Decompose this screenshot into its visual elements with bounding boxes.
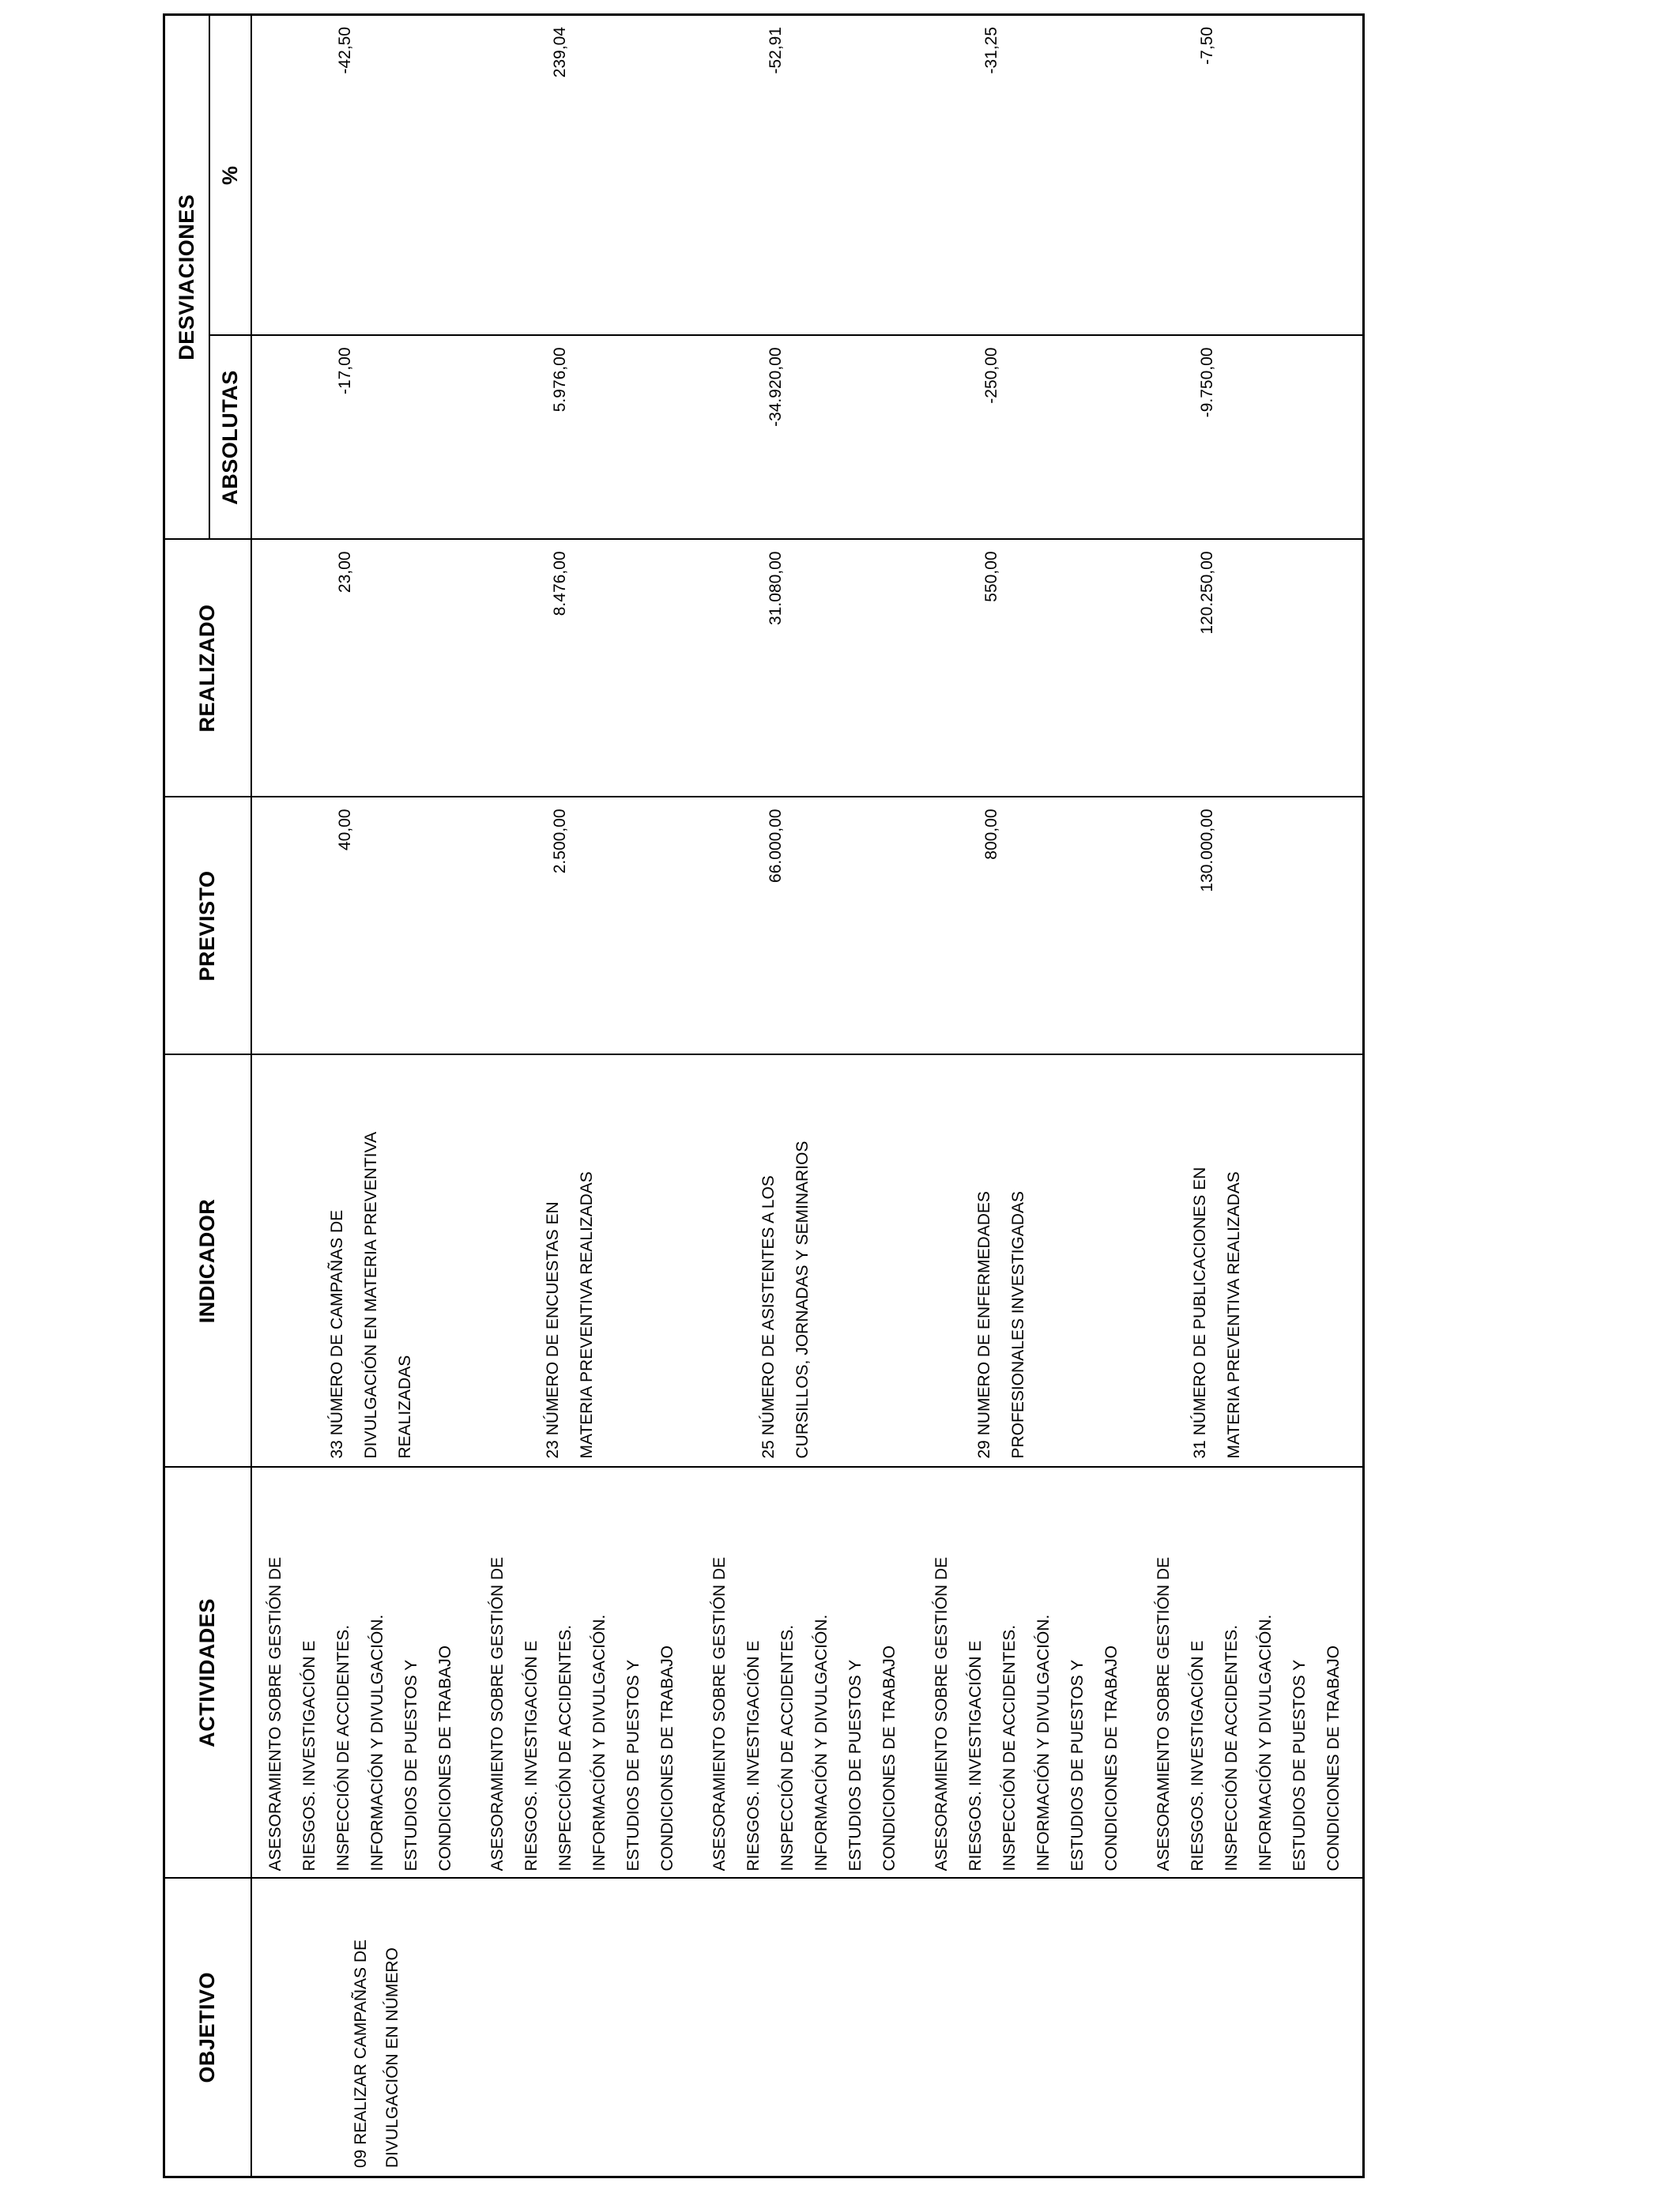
objectives-report-table	[163, 13, 1365, 2178]
indicador-line: CURSILLOS, JORNADAS Y SEMINARIOS	[793, 1140, 812, 1459]
previsto-value: 2.500,00	[550, 809, 569, 874]
actividad-block	[696, 1475, 918, 1872]
indicador-block	[468, 1064, 684, 1459]
rotated-report-sheet	[163, 16, 1343, 2178]
actividad-line: CONDICIONES DE TRABAJO	[1102, 1646, 1121, 1872]
indicador-line: 29 NUMERO DE ENFERMEDADES	[974, 1191, 993, 1459]
objetivo-text-line: DIVULGACIÓN EN NÚMERO	[382, 1947, 401, 2168]
previsto-value: 800,00	[981, 809, 1000, 860]
actividad-block	[252, 1475, 474, 1872]
actividad-line: INFORMACIÓN Y DIVULGACIÓN.	[812, 1614, 831, 1872]
header-actividades: ACTIVIDADES	[164, 1468, 251, 1879]
actividad-line: ESTUDIOS DE PUESTOS Y	[1068, 1659, 1087, 1872]
actividad-line: CONDICIONES DE TRABAJO	[880, 1646, 898, 1872]
actividad-line: ASESORAMIENTO SOBRE GESTIÓN DE	[1154, 1556, 1173, 1872]
indicador-block	[684, 1064, 899, 1459]
actividad-line: CONDICIONES DE TRABAJO	[657, 1646, 676, 1872]
actividad-block	[1140, 1475, 1362, 1872]
porcentaje-value: -42,50	[335, 26, 354, 74]
actividad-line: INFORMACIÓN Y DIVULGACIÓN.	[1256, 1614, 1275, 1872]
actividad-line: CONDICIONES DE TRABAJO	[435, 1646, 454, 1872]
actividad-block	[918, 1475, 1140, 1872]
objetivo-cell	[251, 1879, 1364, 2177]
actividad-line: RIESGOS. INVESTIGACIÓN E	[744, 1640, 763, 1872]
actividad-line: ESTUDIOS DE PUESTOS Y	[1290, 1659, 1309, 1872]
realizado-value: 120.250,00	[1197, 551, 1216, 635]
actividad-line: INSPECCIÓN DE ACCIDENTES.	[778, 1624, 797, 1872]
header-objetivo: OBJETIVO	[164, 1879, 251, 2177]
realizado-cell	[251, 540, 1364, 797]
absolutas-cell	[251, 336, 1364, 540]
actividad-line: INSPECCIÓN DE ACCIDENTES.	[556, 1624, 574, 1872]
actividad-line: INFORMACIÓN Y DIVULGACIÓN.	[367, 1614, 386, 1872]
header-indicador: INDICADOR	[164, 1055, 251, 1468]
porcentaje-value: -52,91	[766, 26, 785, 74]
previsto-value: 40,00	[335, 809, 354, 851]
actividad-block	[474, 1475, 696, 1872]
realizado-value: 8.476,00	[550, 551, 569, 616]
header-realizado: REALIZADO	[164, 540, 251, 797]
actividad-line: ASESORAMIENTO SOBRE GESTIÓN DE	[488, 1556, 507, 1872]
header-absolutas: ABSOLUTAS	[209, 336, 251, 540]
actividad-line: INFORMACIÓN Y DIVULGACIÓN.	[590, 1614, 608, 1872]
absolutas-value: -250,00	[981, 347, 1000, 404]
indicador-line: 25 NÚMERO DE ASISTENTES A LOS	[759, 1175, 778, 1459]
previsto-value: 130.000,00	[1197, 809, 1216, 892]
realizado-value: 31.080,00	[766, 551, 785, 625]
actividades-cell	[251, 1468, 1364, 1879]
indicador-line: 33 NÚMERO DE CAMPAÑAS DE	[327, 1209, 346, 1459]
indicador-line: DIVULGACIÓN EN MATERIA PREVENTIVA	[361, 1132, 380, 1459]
indicador-block	[252, 1064, 468, 1459]
absolutas-value: -34.920,00	[766, 347, 785, 427]
actividad-line: INFORMACIÓN Y DIVULGACIÓN.	[1034, 1614, 1053, 1872]
actividad-line: CONDICIONES DE TRABAJO	[1324, 1646, 1343, 1872]
actividad-line: INSPECCIÓN DE ACCIDENTES.	[1000, 1624, 1019, 1872]
actividad-line: ASESORAMIENTO SOBRE GESTIÓN DE	[266, 1556, 284, 1872]
absolutas-value: -17,00	[335, 347, 354, 395]
indicador-line: REALIZADAS	[395, 1355, 414, 1459]
actividad-line: INSPECCIÓN DE ACCIDENTES.	[333, 1624, 352, 1872]
header-previsto: PREVISTO	[164, 797, 251, 1055]
objetivo-text-line: 09 REALIZAR CAMPAÑAS DE	[351, 1939, 370, 2168]
indicador-block	[1115, 1064, 1331, 1459]
porcentaje-value: -31,25	[981, 26, 1000, 74]
header-porcentaje: %	[209, 14, 251, 335]
porcentaje-cell	[251, 14, 1364, 335]
previsto-cell	[251, 797, 1364, 1055]
actividad-line: ASESORAMIENTO SOBRE GESTIÓN DE	[710, 1556, 729, 1872]
actividad-line: ESTUDIOS DE PUESTOS Y	[846, 1659, 864, 1872]
actividad-line: RIESGOS. INVESTIGACIÓN E	[522, 1640, 541, 1872]
previsto-value: 66.000,00	[766, 809, 785, 883]
header-row	[164, 14, 209, 2177]
indicador-cell	[251, 1055, 1364, 1468]
actividad-line: ASESORAMIENTO SOBRE GESTIÓN DE	[932, 1556, 951, 1872]
porcentaje-value: 239,04	[550, 26, 569, 78]
absolutas-value: 5.976,00	[550, 347, 569, 413]
header-desviaciones: DESVIACIONES	[164, 14, 209, 539]
actividad-line: RIESGOS. INVESTIGACIÓN E	[299, 1640, 318, 1872]
indicador-line: 31 NÚMERO DE PUBLICACIONES EN	[1190, 1167, 1209, 1459]
actividad-line: ESTUDIOS DE PUESTOS Y	[401, 1659, 420, 1872]
actividad-line: ESTUDIOS DE PUESTOS Y	[623, 1659, 642, 1872]
realizado-value: 23,00	[335, 551, 354, 594]
indicador-block	[899, 1064, 1115, 1459]
table-row	[251, 14, 1364, 2177]
indicador-line: MATERIA PREVENTIVA REALIZADAS	[1224, 1171, 1243, 1459]
indicador-line: 23 NÚMERO DE ENCUESTAS EN	[543, 1201, 562, 1459]
indicador-line: PROFESIONALES INVESTIGADAS	[1008, 1191, 1027, 1459]
indicador-line: MATERIA PREVENTIVA REALIZADAS	[577, 1171, 596, 1459]
absolutas-value: -9.750,00	[1197, 347, 1216, 418]
actividad-line: RIESGOS. INVESTIGACIÓN E	[966, 1640, 985, 1872]
actividad-line: INSPECCIÓN DE ACCIDENTES.	[1222, 1624, 1241, 1872]
actividad-line: RIESGOS. INVESTIGACIÓN E	[1188, 1640, 1207, 1872]
realizado-value: 550,00	[981, 551, 1000, 602]
porcentaje-value: -7,50	[1197, 26, 1216, 65]
